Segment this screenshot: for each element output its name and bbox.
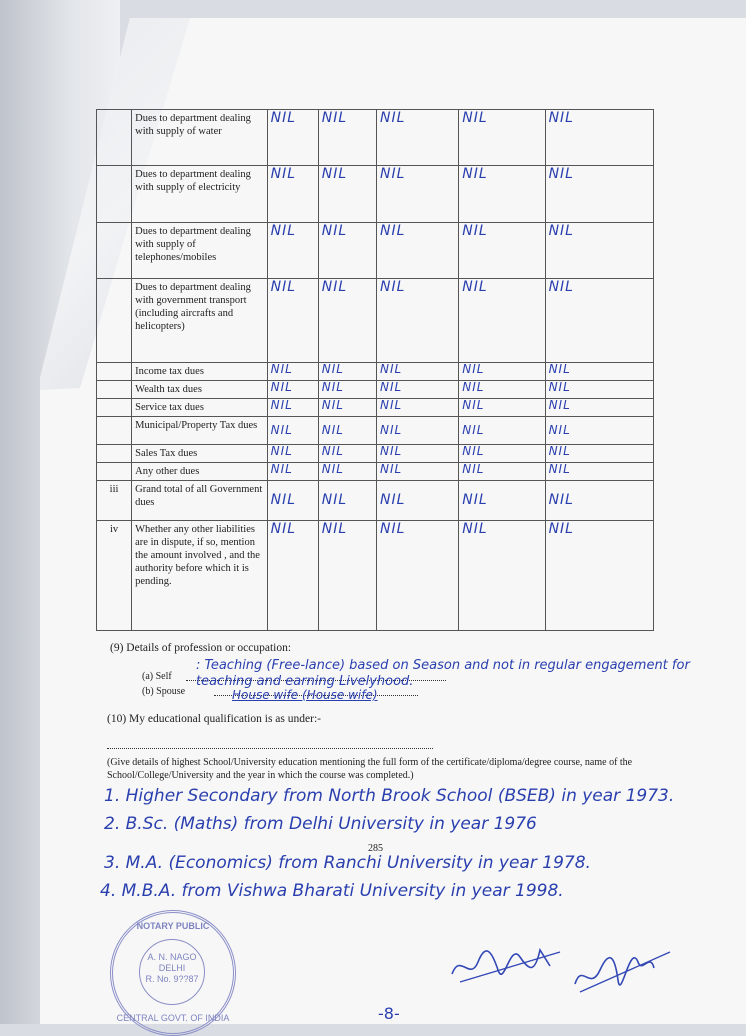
row-index: iv	[97, 521, 132, 631]
value-cell: NIL	[545, 399, 653, 417]
qualification-dotted-line	[107, 748, 433, 749]
value-cell: NIL	[318, 463, 376, 481]
value-cell: NIL	[459, 363, 545, 381]
value-cell: NIL	[267, 223, 318, 279]
value-cell: NIL	[459, 110, 545, 166]
spouse-handwritten-entry: House wife (House wife)	[232, 688, 378, 702]
value-cell: NIL	[545, 481, 653, 521]
value-cell: NIL	[545, 381, 653, 399]
signature-image	[440, 922, 690, 1002]
row-index	[97, 463, 132, 481]
row-label: Wealth tax dues	[132, 381, 267, 399]
table-row	[97, 399, 654, 417]
qualification-entry: 2. B.Sc. (Maths) from Delhi University in year 1976	[104, 814, 537, 834]
row-index: iii	[97, 481, 132, 521]
row-index	[97, 166, 132, 223]
qualification-entry: 3. M.A. (Economics) from Ranchi University in year 1978.	[104, 853, 591, 873]
value-cell: NIL	[318, 110, 376, 166]
value-cell: NIL	[318, 521, 376, 631]
stamp-place: DELHI	[158, 963, 186, 973]
value-cell: NIL	[376, 445, 458, 463]
value-cell: NIL	[459, 279, 545, 363]
row-label: Sales Tax dues	[132, 445, 267, 463]
value-cell: NIL	[545, 166, 653, 223]
row-label: Any other dues	[132, 463, 267, 481]
row-index	[97, 110, 132, 166]
value-cell: NIL	[267, 417, 318, 445]
row-index	[97, 399, 132, 417]
row-index	[97, 223, 132, 279]
row-label: Dues to department dealing with supply of telephones/mobiles	[132, 223, 267, 279]
table-row	[97, 223, 654, 279]
value-cell: NIL	[459, 481, 545, 521]
value-cell: NIL	[267, 279, 318, 363]
table-row	[97, 363, 654, 381]
value-cell: NIL	[376, 223, 458, 279]
table-row	[97, 279, 654, 363]
value-cell: NIL	[545, 223, 653, 279]
stamp-reg: R. No. 9??87	[145, 974, 199, 984]
row-label: Service tax dues	[132, 399, 267, 417]
value-cell: NIL	[376, 417, 458, 445]
value-cell: NIL	[318, 417, 376, 445]
table-row	[97, 417, 654, 445]
value-cell: NIL	[376, 463, 458, 481]
value-cell: NIL	[267, 481, 318, 521]
notary-stamp	[110, 910, 236, 1036]
table-row	[97, 110, 654, 166]
row-label: Dues to department dealing with government transport (including aircrafts and helicopters)	[132, 279, 267, 363]
value-cell: NIL	[376, 521, 458, 631]
row-index	[97, 363, 132, 381]
stamp-name: A. N. NAGO	[147, 952, 197, 962]
value-cell: NIL	[318, 166, 376, 223]
value-cell: NIL	[545, 363, 653, 381]
row-label: Dues to department dealing with supply of water	[132, 110, 267, 166]
government-dues-table	[96, 109, 654, 631]
value-cell: NIL	[459, 417, 545, 445]
spouse-label: (b) Spouse	[142, 686, 186, 697]
value-cell: NIL	[267, 363, 318, 381]
table-row	[97, 463, 654, 481]
value-cell: NIL	[267, 110, 318, 166]
qualification-entry: 4. M.B.A. from Vishwa Bharati University in year 1998.	[100, 881, 564, 901]
value-cell: NIL	[376, 166, 458, 223]
value-cell: NIL	[376, 481, 458, 521]
section-10-heading: (10) My educational qualification is as under:-	[107, 713, 321, 725]
table-row	[97, 166, 654, 223]
page-stamp-number: 285	[368, 843, 383, 854]
stamp-footer: CENTRAL GOVT. OF INDIA	[116, 1013, 230, 1023]
stamp-title: NOTARY PUBLIC	[136, 921, 210, 931]
value-cell: NIL	[545, 445, 653, 463]
row-label: Whether any other liabilities are in dispute, if so, mention the amount involved , and the authority before which it is pending.	[132, 521, 267, 631]
value-cell: NIL	[376, 279, 458, 363]
section-9-heading: (9) Details of profession or occupation:	[110, 642, 292, 654]
qualification-instruction: (Give details of highest School/University education mentioning the full form of the certificate/diploma/degree course, name of the School/College/University and the year in which the course was completed.)	[107, 757, 633, 781]
value-cell: NIL	[545, 521, 653, 631]
value-cell: NIL	[318, 363, 376, 381]
qualification-entry: 1. Higher Secondary from North Brook School (BSEB) in year 1973.	[104, 786, 675, 806]
value-cell: NIL	[267, 463, 318, 481]
value-cell: NIL	[545, 279, 653, 363]
row-index	[97, 417, 132, 445]
row-label: Grand total of all Government dues	[132, 481, 267, 521]
value-cell: NIL	[459, 445, 545, 463]
row-label: Dues to department dealing with supply of electricity	[132, 166, 267, 223]
value-cell: NIL	[545, 417, 653, 445]
row-index	[97, 381, 132, 399]
value-cell: NIL	[376, 110, 458, 166]
self-label: (a) Self	[142, 671, 172, 682]
value-cell: NIL	[267, 166, 318, 223]
row-index	[97, 445, 132, 463]
value-cell: NIL	[318, 223, 376, 279]
value-cell: NIL	[376, 381, 458, 399]
value-cell: NIL	[459, 463, 545, 481]
page-footer: -8-	[378, 1004, 400, 1023]
value-cell: NIL	[459, 223, 545, 279]
stamp-inner-ring	[139, 939, 205, 1005]
table-row	[97, 481, 654, 521]
row-label: Income tax dues	[132, 363, 267, 381]
value-cell: NIL	[318, 481, 376, 521]
value-cell: NIL	[267, 381, 318, 399]
value-cell: NIL	[267, 399, 318, 417]
value-cell: NIL	[376, 399, 458, 417]
value-cell: NIL	[545, 463, 653, 481]
value-cell: NIL	[267, 521, 318, 631]
row-index	[97, 279, 132, 363]
self-handwritten-entry: : Teaching (Free-lance) based on Season and not in regular engagement for teaching and earning Livelyhood.	[196, 658, 690, 689]
value-cell: NIL	[545, 110, 653, 166]
table-row	[97, 445, 654, 463]
value-cell: NIL	[318, 445, 376, 463]
value-cell: NIL	[318, 381, 376, 399]
value-cell: NIL	[318, 399, 376, 417]
value-cell: NIL	[459, 521, 545, 631]
value-cell: NIL	[376, 363, 458, 381]
value-cell: NIL	[318, 279, 376, 363]
value-cell: NIL	[459, 399, 545, 417]
table-row	[97, 381, 654, 399]
value-cell: NIL	[267, 445, 318, 463]
value-cell: NIL	[459, 166, 545, 223]
value-cell: NIL	[459, 381, 545, 399]
table-row	[97, 521, 654, 631]
row-label: Municipal/Property Tax dues	[132, 417, 267, 445]
